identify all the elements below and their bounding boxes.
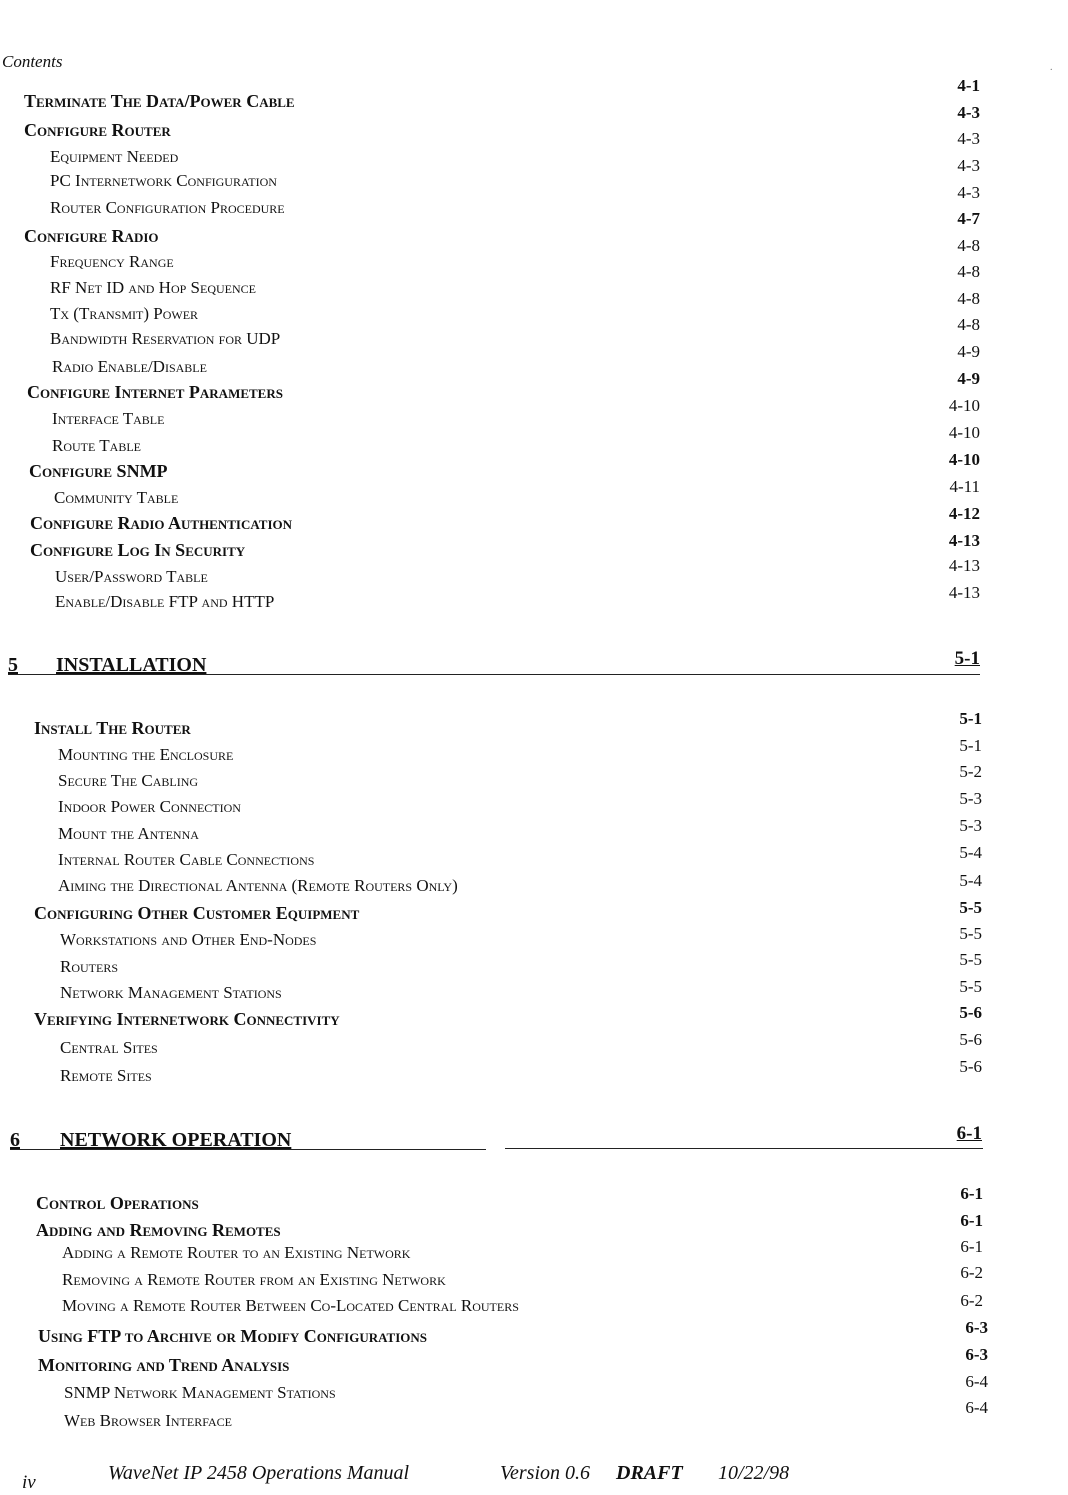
running-header: Contents (2, 52, 63, 71)
toc-entry-title[interactable]: Mounting the Enclosure (58, 745, 234, 764)
toc-entry-title[interactable]: Verifying Internetwork Connectivity (34, 1009, 340, 1029)
toc-entry-page: 5-6 (959, 1057, 982, 1076)
toc-entry-page: 4-12 (948, 504, 980, 523)
toc-entry-page: 6-2 (960, 1263, 983, 1282)
toc-top-page-number: 4-1 (957, 76, 980, 95)
section-rule (505, 1148, 983, 1149)
footer-manual-title: WaveNet IP 2458 Operations Manual (108, 1462, 410, 1484)
toc-entry-page: 4-9 (957, 369, 980, 388)
footer-version: Version 0.6 (500, 1462, 590, 1484)
toc-entry-page: 4-3 (957, 183, 980, 202)
toc-entry-title[interactable]: Interface Table (52, 409, 165, 428)
toc-entry-title[interactable]: Removing a Remote Router from an Existing Network (62, 1270, 446, 1289)
toc-entry-title[interactable]: Terminate The Data/Power Cable (24, 91, 295, 111)
footer-date: 10/22/98 (718, 1462, 790, 1484)
toc-entry-page: 5-5 (959, 924, 982, 943)
toc-entry-title[interactable]: SNMP Network Management Stations (64, 1383, 336, 1402)
toc-entry-title[interactable]: Mount the Antenna (58, 824, 199, 843)
toc-entry-title[interactable]: Web Browser Interface (64, 1411, 232, 1430)
toc-entry-page: 6-3 (965, 1318, 988, 1337)
toc-entry-page: 5-6 (959, 1030, 982, 1049)
toc-entry-title[interactable]: Community Table (54, 488, 179, 507)
toc-entry-title[interactable]: Moving a Remote Router Between Co-Located Central Routers (62, 1296, 519, 1315)
section-title: INSTALLATION (56, 654, 207, 676)
toc-entry-page: 4-11 (949, 477, 980, 496)
toc-entry-title[interactable]: Configure Log In Security (30, 540, 246, 560)
toc-entry-title[interactable]: Workstations and Other End-Nodes (60, 930, 317, 949)
toc-entry-title[interactable]: Routers (60, 957, 119, 976)
toc-entry-title[interactable]: Adding a Remote Router to an Existing Network (62, 1243, 411, 1262)
toc-entry-title[interactable]: Control Operations (36, 1193, 199, 1213)
toc-entry-page: 5-1 (959, 736, 982, 755)
section-title: NETWORK OPERATION (60, 1129, 292, 1151)
toc-entry-page: 5-5 (959, 950, 982, 969)
toc-entry-title[interactable]: Bandwidth Reservation for UDP (50, 329, 281, 348)
toc-entry-title[interactable]: Indoor Power Connection (58, 797, 241, 816)
section-rule (10, 1149, 486, 1150)
toc-entry-page: 4-13 (948, 583, 980, 602)
toc-entry-title[interactable]: Network Management Stations (60, 983, 282, 1002)
toc-entry-title[interactable]: Equipment Needed (50, 147, 179, 166)
toc-entry-page: 5-4 (959, 843, 982, 862)
toc-entry-page: 4-13 (948, 556, 980, 575)
toc-entry-title[interactable]: Configure SNMP (29, 461, 168, 481)
toc-entry-title[interactable]: Configure Radio (24, 226, 159, 246)
toc-entry-title[interactable]: Frequency Range (50, 252, 174, 271)
toc-entry-page: 4-9 (957, 342, 980, 361)
toc-entry-page: 4-8 (957, 289, 980, 308)
toc-entry-page: 4-3 (957, 129, 980, 148)
toc-entry-page: 6-2 (960, 1291, 983, 1310)
toc-entry-title[interactable]: Route Table (52, 436, 141, 455)
toc-entry-title[interactable]: Internal Router Cable Connections (58, 850, 315, 869)
toc-entry-title[interactable]: Router Configuration Procedure (50, 198, 285, 217)
toc-entry-page: 4-8 (957, 262, 980, 281)
toc-entry-page: 5-6 (959, 1003, 982, 1022)
section-page: 5-1 (954, 648, 980, 669)
toc-entry-page: 6-1 (960, 1211, 983, 1230)
toc-entry-title[interactable]: Configure Radio Authentication (30, 513, 293, 533)
footer-draft: DRAFT (616, 1462, 683, 1484)
toc-entry-title[interactable]: Remote Sites (60, 1066, 152, 1085)
toc-entry-title[interactable]: PC Internetwork Configuration (50, 171, 277, 190)
toc-entry-page: 5-5 (959, 898, 982, 917)
toc-entry-title[interactable]: Configure Internet Parameters (27, 382, 283, 402)
toc-entry-page: 6-1 (960, 1184, 983, 1203)
toc-entry-title[interactable]: Enable/Disable FTP and HTTP (55, 592, 275, 611)
toc-entry-title[interactable]: Secure The Cabling (58, 771, 199, 790)
toc-entry-page: 6-3 (965, 1345, 988, 1364)
toc-entry-title[interactable]: Using FTP to Archive or Modify Configurations (38, 1326, 427, 1346)
section-rule (8, 674, 980, 675)
toc-entry-page: 6-4 (965, 1372, 988, 1391)
toc-entry-page: 5-3 (959, 789, 982, 808)
toc-entry-page: 5-5 (959, 977, 982, 996)
toc-entry-title[interactable]: Radio Enable/Disable (52, 357, 207, 376)
toc-entry-page: 6-4 (965, 1398, 988, 1417)
toc-entry-page: 6-1 (960, 1237, 983, 1256)
scan-mark: . (1050, 62, 1053, 73)
toc-entry-page: 5-3 (959, 816, 982, 835)
toc-entry-title[interactable]: Monitoring and Trend Analysis (38, 1355, 290, 1375)
toc-entry-title[interactable]: Central Sites (60, 1038, 158, 1057)
toc-entry-page: 4-10 (948, 423, 980, 442)
toc-entry-title[interactable]: Configuring Other Customer Equipment (34, 903, 360, 923)
footer-page-label: iv (22, 1472, 36, 1493)
toc-entry-title[interactable]: Adding and Removing Remotes (36, 1220, 281, 1240)
toc-entry-title[interactable]: Aiming the Directional Antenna (Remote Routers Only) (58, 876, 458, 895)
section-number: 6 (10, 1129, 20, 1151)
toc-entry-page: 4-8 (957, 236, 980, 255)
toc-entry-page: 4-10 (948, 450, 980, 469)
toc-entry-title[interactable]: Install The Router (34, 718, 191, 738)
toc-entry-page: 4-3 (957, 103, 980, 122)
toc-entry-page: 5-2 (959, 762, 982, 781)
toc-entry-title[interactable]: Tx (Transmit) Power (50, 304, 199, 323)
toc-entry-page: 4-13 (948, 531, 980, 550)
toc-entry-title[interactable]: Configure Router (24, 120, 171, 140)
toc-entry-title[interactable]: User/Password Table (55, 567, 208, 586)
toc-entry-page: 4-10 (948, 396, 980, 415)
section-page: 6-1 (956, 1123, 982, 1144)
toc-entry-page: 4-3 (957, 156, 980, 175)
toc-entry-page: 5-4 (959, 871, 982, 890)
section-number: 5 (8, 654, 18, 676)
toc-entry-page: 4-8 (957, 315, 980, 334)
toc-entry-title[interactable]: RF Net ID and Hop Sequence (50, 278, 256, 297)
toc-entry-page: 5-1 (959, 709, 982, 728)
toc-entry-page: 4-7 (957, 209, 980, 228)
